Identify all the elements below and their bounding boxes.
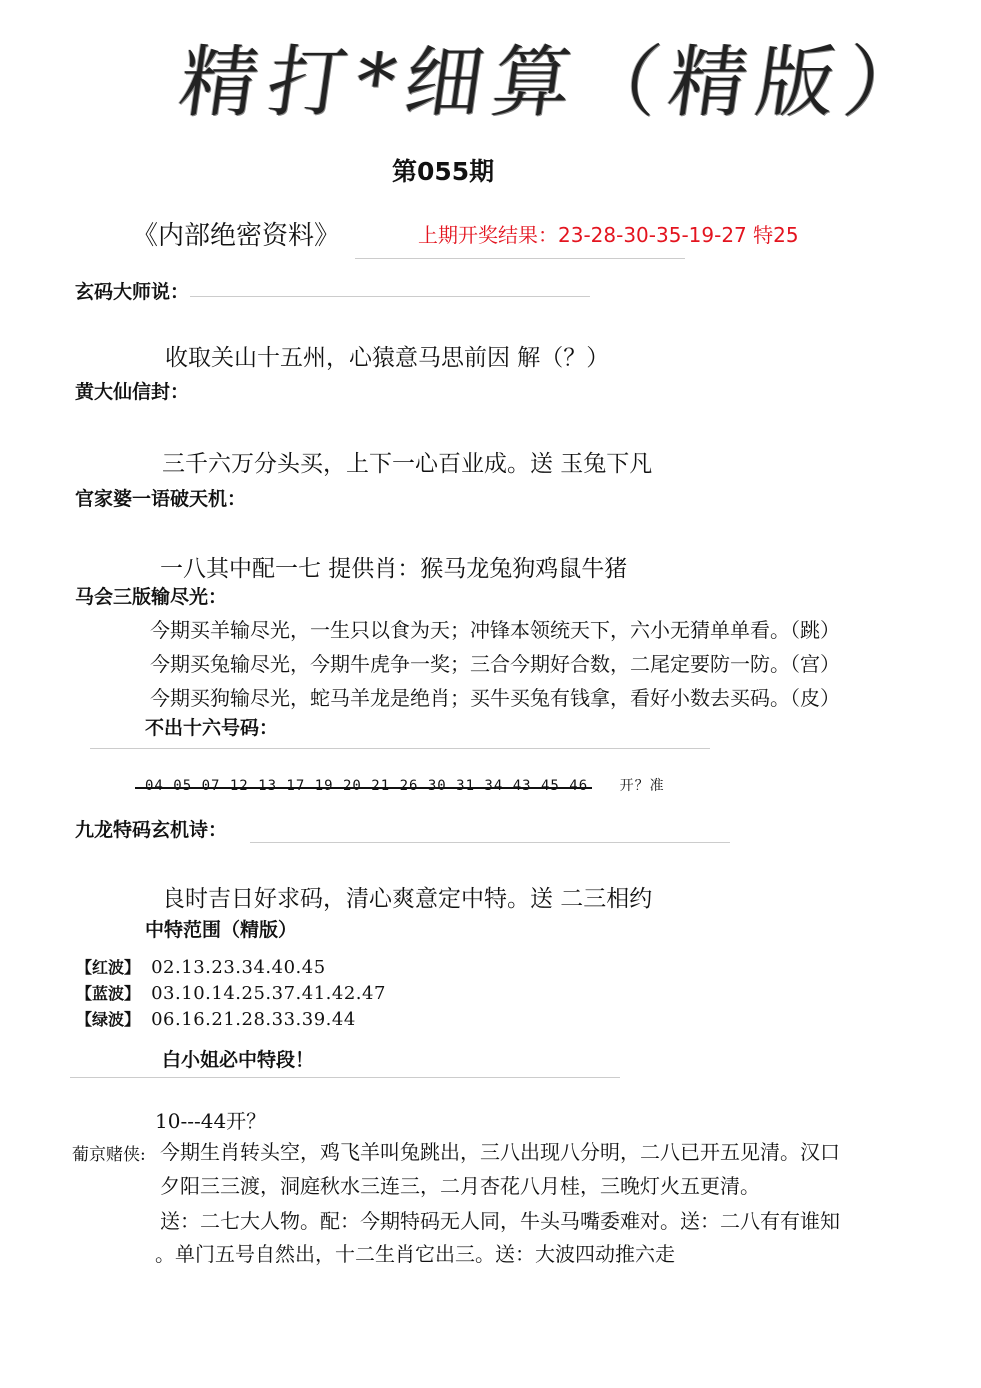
guanjia-line: 一八其中配一七 提供肖：猴马龙兔狗鸡鼠牛猪 <box>160 556 628 582</box>
pujing-label: 葡京赌侠: <box>72 1145 146 1165</box>
xuanma-line: 收取关山十五州，心猿意马思前因 解（？） <box>165 345 610 371</box>
mahui-line-3: 今期买狗输尽光，蛇马羊龙是绝肖；买牛买兔有钱拿，看好小数去买码。（皮） <box>150 686 840 710</box>
pujing-line-4: 。单门五号自然出，十二生肖它出三。送：大波四动推六走 <box>155 1242 675 1266</box>
huangdaxian-line: 三千六万分头买，上下一心百业成。送 玉兔下凡 <box>162 451 653 477</box>
jiulong-heading: 九龙特码玄机诗： <box>75 819 228 841</box>
wave-label: 【蓝波】 <box>76 984 141 1003</box>
last-result: 上期开奖结果：23-28-30-35-19-27 特25 <box>418 223 799 247</box>
buchu-numbers: 04 05 07 12 13 17 19 20 21 26 30 31 34 43 45 46 <box>145 778 589 794</box>
bai-line: 10---44开？ <box>155 1109 267 1133</box>
pujing-line-3: 送：二七大人物。配：今期特码无人同，牛头马嘴委难对。送：二八有有谁知 <box>160 1209 840 1233</box>
buchu-tag: 开？准 <box>619 778 665 794</box>
scan-noise <box>190 296 590 297</box>
wave-row-green <box>76 1007 356 1030</box>
wave-row-red <box>76 955 326 978</box>
wave-numbers: 06.16.21.28.33.39.44 <box>151 1009 356 1030</box>
wave-label: 【绿波】 <box>76 1010 141 1029</box>
bai-heading: 白小姐必中特段！ <box>162 1049 315 1071</box>
jiulong-line: 良时吉日好求码，清心爽意定中特。送 二三相约 <box>162 886 653 912</box>
banner-title: 精打*细算（精版） <box>173 38 940 128</box>
wave-row-blue <box>76 981 386 1004</box>
issue-number: 第055期 <box>392 157 495 186</box>
mahui-line-1: 今期买羊输尽光，一生只以食为天；冲锋本领统天下，六小无猜单单看。（跳） <box>150 618 840 642</box>
wave-numbers: 03.10.14.25.37.41.42.47 <box>151 983 386 1004</box>
buchu-row <box>145 775 665 795</box>
mahui-heading: 马会三版输尽光： <box>75 586 228 608</box>
scan-noise <box>70 1077 620 1078</box>
scan-noise <box>90 748 710 749</box>
scan-noise <box>355 258 685 259</box>
pujing-line-1: 今期生肖转头空，鸡飞羊叫兔跳出，三八出现八分明，二八已开五见清。汉口 <box>160 1140 840 1164</box>
pujing-line-2: 夕阳三三渡，洞庭秋水三连三，二月杏花八月桂，三晚灯火五更清。 <box>160 1174 760 1198</box>
wave-label: 【红波】 <box>76 958 141 977</box>
xuanma-heading: 玄码大师说： <box>75 281 190 303</box>
scan-noise <box>250 842 730 843</box>
guanjia-heading: 官家婆一语破天机： <box>75 488 247 510</box>
wave-numbers: 02.13.23.34.40.45 <box>151 957 326 978</box>
huangdaxian-heading: 黄大仙信封： <box>75 381 190 403</box>
range-heading: 中特范围（精版） <box>145 919 298 941</box>
mahui-line-2: 今期买兔输尽光，今期牛虎争一奖；三合今期好合数，二尾定要防一防。（宫） <box>150 652 840 676</box>
buchu-heading: 不出十六号码： <box>145 717 279 739</box>
inner-title: 《内部绝密资料》 <box>132 221 341 251</box>
